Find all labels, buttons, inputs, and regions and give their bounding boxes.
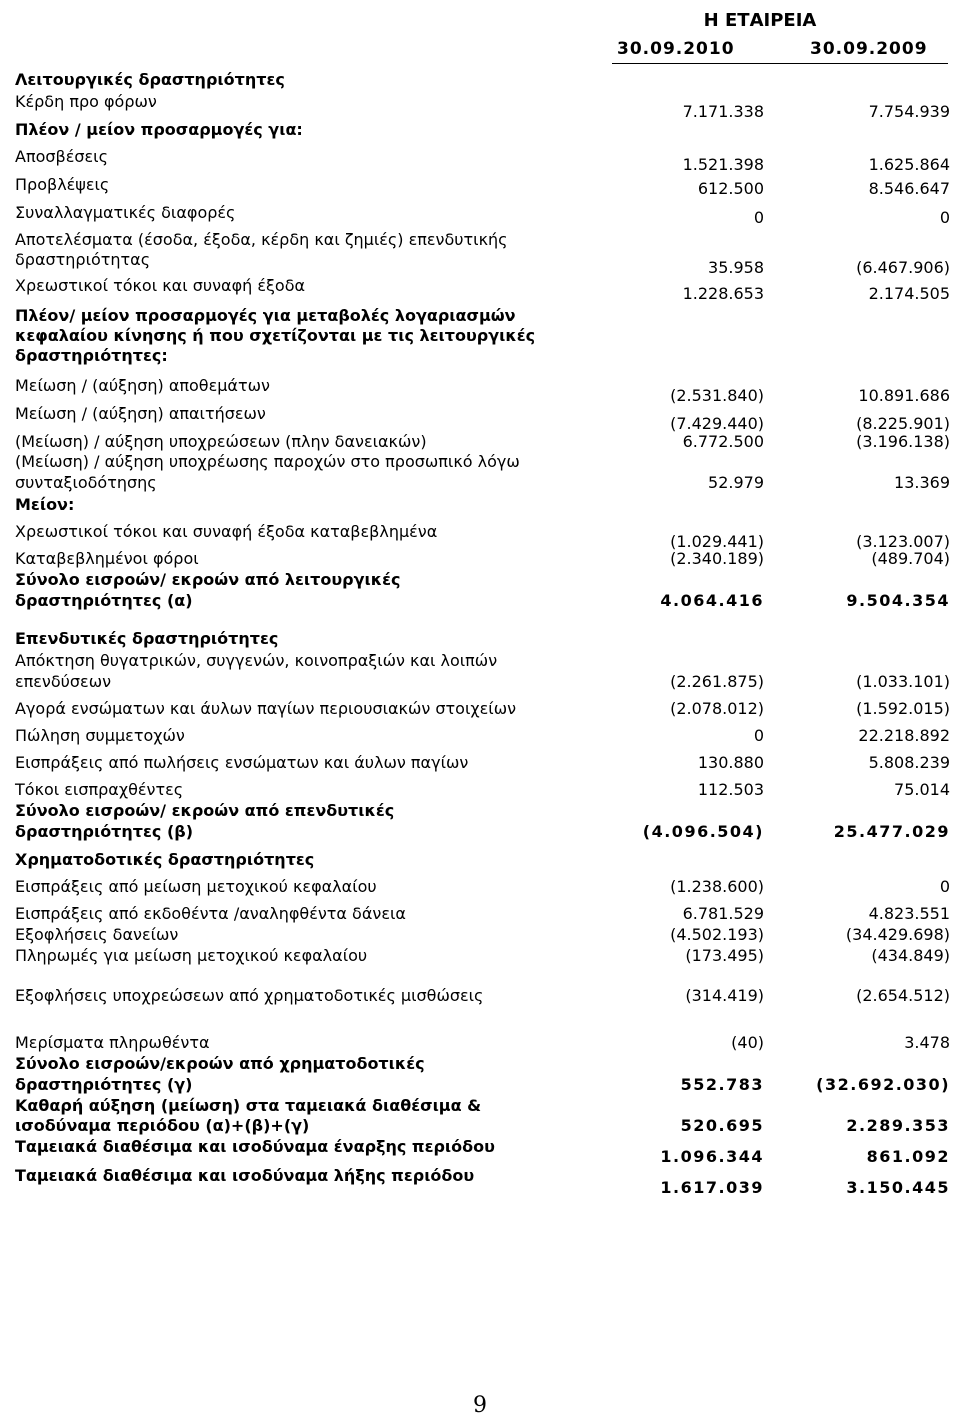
- row-label: Μείωση / (αύξηση) απαιτήσεων: [15, 404, 266, 423]
- row-label: Πλέον / μείον προσαρμογές για:: [15, 120, 303, 139]
- row-label: Ταμειακά διαθέσιμα και ισοδύναμα λήξης περιόδου: [15, 1166, 475, 1185]
- row-label: Αποσβέσεις: [15, 147, 108, 166]
- row-label: συνταξιοδότησης: [15, 473, 157, 492]
- row-label: Εισπράξεις από μείωση μετοχικού κεφαλαίου: [15, 877, 377, 896]
- value-2010: (314.419): [685, 986, 764, 1005]
- value-2009: 1.625.864: [868, 155, 950, 174]
- value-2009: (434.849): [871, 946, 950, 965]
- value-2009: 22.218.892: [858, 726, 950, 745]
- value-2009: (489.704): [871, 549, 950, 568]
- row-label: Αγορά ενσώματων και άυλων παγίων περιουσιακών στοιχείων: [15, 699, 517, 718]
- value-2010: (2.531.840): [670, 386, 764, 405]
- value-2010: 612.500: [697, 179, 764, 198]
- row-label: Απόκτηση θυγατρικών, συγγενών, κοινοπραξιών και λοιπών: [15, 651, 498, 670]
- row-label: Πώληση συμμετοχών: [15, 726, 185, 745]
- value-2010: 35.958: [708, 258, 764, 277]
- row-label: Σύνολο εισροών/εκροών από χρηματοδοτικές: [15, 1054, 425, 1073]
- row-label: Εξοφλήσεις υποχρεώσεων από χρηματοδοτικές μισθώσεις: [15, 986, 484, 1005]
- value-2010: 52.979: [708, 473, 764, 492]
- value-2009: 8.546.647: [868, 179, 950, 198]
- value-2010: 130.880: [697, 753, 764, 772]
- column-date-2010: 30.09.2010: [617, 39, 735, 59]
- row-label: Καταβεβλημένοι φόροι: [15, 549, 199, 568]
- row-label: Χρεωστικοί τόκοι και συναφή έξοδα καταβεβλημένα: [15, 522, 438, 541]
- value-2009: 25.477.029: [833, 822, 950, 841]
- value-2009: (2.654.512): [856, 986, 950, 1005]
- value-2009: (8.225.901): [856, 414, 950, 433]
- row-label: δραστηριότητας: [15, 250, 151, 269]
- row-label: Σύνολο εισροών/ εκροών από επενδυτικές: [15, 801, 395, 820]
- row-label: (Μείωση) / αύξηση υποχρεώσεων (πλην δανειακών): [15, 432, 427, 451]
- row-label: Εισπράξεις από πωλήσεις ενσώματων και άυλων παγίων: [15, 753, 469, 772]
- row-label: Καθαρή αύξηση (μείωση) στα ταμειακά διαθέσιμα &: [15, 1096, 482, 1115]
- row-label: Προβλέψεις: [15, 175, 110, 194]
- value-2010: 6.781.529: [682, 904, 764, 923]
- value-2010: (40): [731, 1033, 764, 1052]
- value-2010: 4.064.416: [660, 591, 764, 610]
- value-2010: (4.502.193): [670, 925, 764, 944]
- row-label: Κέρδη προ φόρων: [15, 92, 157, 111]
- value-2009: 861.092: [866, 1147, 950, 1166]
- value-2009: (6.467.906): [856, 258, 950, 277]
- value-2009: 3.478: [904, 1033, 950, 1052]
- column-date-2009: 30.09.2009: [810, 39, 928, 59]
- row-label: Πλέον/ μείον προσαρμογές για μεταβολές λογαριασμών: [15, 306, 516, 325]
- value-2009: 3.150.445: [846, 1178, 950, 1197]
- value-2009: 2.174.505: [868, 284, 950, 303]
- date-header: [612, 39, 948, 63]
- row-label: Μερίσματα πληρωθέντα: [15, 1033, 210, 1052]
- company-header: Η ΕΤΑΙΡΕΙΑ: [703, 10, 817, 31]
- value-2009: 2.289.353: [846, 1116, 950, 1135]
- value-2009: 0: [939, 877, 950, 896]
- row-label: Συναλλαγματικές διαφορές: [15, 203, 236, 222]
- row-label: δραστηριότητες (γ): [15, 1075, 193, 1094]
- value-2010: 1.617.039: [660, 1178, 764, 1197]
- row-label: επενδύσεων: [15, 672, 112, 691]
- value-2009: (1.592.015): [856, 699, 950, 718]
- value-2009: (1.033.101): [856, 672, 950, 691]
- value-2010: 112.503: [697, 780, 764, 799]
- value-2010: (173.495): [685, 946, 764, 965]
- row-label: Χρεωστικοί τόκοι και συναφή έξοδα: [15, 276, 306, 295]
- value-2010: (1.029.441): [670, 532, 764, 551]
- row-label: κεφαλαίου κίνησης ή που σχετίζονται με τις λειτουργικές: [15, 326, 536, 345]
- value-2010: (1.238.600): [670, 877, 764, 896]
- row-label: δραστηριότητες (α): [15, 591, 193, 610]
- value-2010: 0: [753, 208, 764, 227]
- row-label: Εξοφλήσεις δανείων: [15, 925, 179, 944]
- row-label: ισοδύναμα περιόδου (α)+(β)+(γ): [15, 1116, 310, 1135]
- row-label: Λειτουργικές δραστηριότητες: [15, 70, 285, 89]
- value-2009: (3.123.007): [856, 532, 950, 551]
- value-2010: 0: [753, 726, 764, 745]
- value-2009: 5.808.239: [868, 753, 950, 772]
- value-2009: 13.369: [894, 473, 950, 492]
- value-2010: (4.096.504): [642, 822, 764, 841]
- row-label: Επενδυτικές δραστηριότητες: [15, 629, 279, 648]
- value-2010: (7.429.440): [670, 414, 764, 433]
- value-2009: 0: [939, 208, 950, 227]
- row-label: Αποτελέσματα (έσοδα, έξοδα, κέρδη και ζημιές) επενδυτικής: [15, 230, 508, 249]
- row-label: Τόκοι εισπραχθέντες: [15, 780, 184, 799]
- value-2009: 10.891.686: [858, 386, 950, 405]
- row-label: δραστηριότητες (β): [15, 822, 194, 841]
- row-label: Χρηματοδοτικές δραστηριότητες: [15, 850, 315, 869]
- row-label: Μείωση / (αύξηση) αποθεμάτων: [15, 376, 270, 395]
- row-label: Σύνολο εισροών/ εκροών από λειτουργικές: [15, 570, 401, 589]
- row-label: Εισπράξεις από εκδοθέντα /αναληφθέντα δάνεια: [15, 904, 406, 923]
- value-2010: 6.772.500: [682, 432, 764, 451]
- value-2010: 520.695: [680, 1116, 764, 1135]
- value-2010: 1.228.653: [682, 284, 764, 303]
- row-label: Πληρωμές για μείωση μετοχικού κεφαλαίου: [15, 946, 368, 965]
- row-label: δραστηριότητες:: [15, 346, 168, 365]
- page-number: 9: [473, 1393, 487, 1418]
- row-label: (Μείωση) / αύξηση υποχρέωσης παροχών στο προσωπικό λόγω: [15, 452, 520, 471]
- value-2009: 9.504.354: [846, 591, 950, 610]
- row-label: Ταμειακά διαθέσιμα και ισοδύναμα έναρξης περιόδου: [15, 1137, 495, 1156]
- value-2009: (34.429.698): [845, 925, 950, 944]
- row-label: Μείον:: [15, 495, 75, 514]
- value-2010: 7.171.338: [682, 102, 764, 121]
- header-underline: [612, 63, 948, 64]
- value-2010: 552.783: [680, 1075, 764, 1094]
- value-2009: 7.754.939: [868, 102, 950, 121]
- value-2009: 4.823.551: [868, 904, 950, 923]
- value-2010: 1.521.398: [682, 155, 764, 174]
- value-2009: (32.692.030): [816, 1075, 950, 1094]
- value-2010: (2.261.875): [670, 672, 764, 691]
- value-2010: (2.078.012): [670, 699, 764, 718]
- value-2009: 75.014: [894, 780, 950, 799]
- value-2010: (2.340.189): [670, 549, 764, 568]
- value-2009: (3.196.138): [856, 432, 950, 451]
- value-2010: 1.096.344: [660, 1147, 764, 1166]
